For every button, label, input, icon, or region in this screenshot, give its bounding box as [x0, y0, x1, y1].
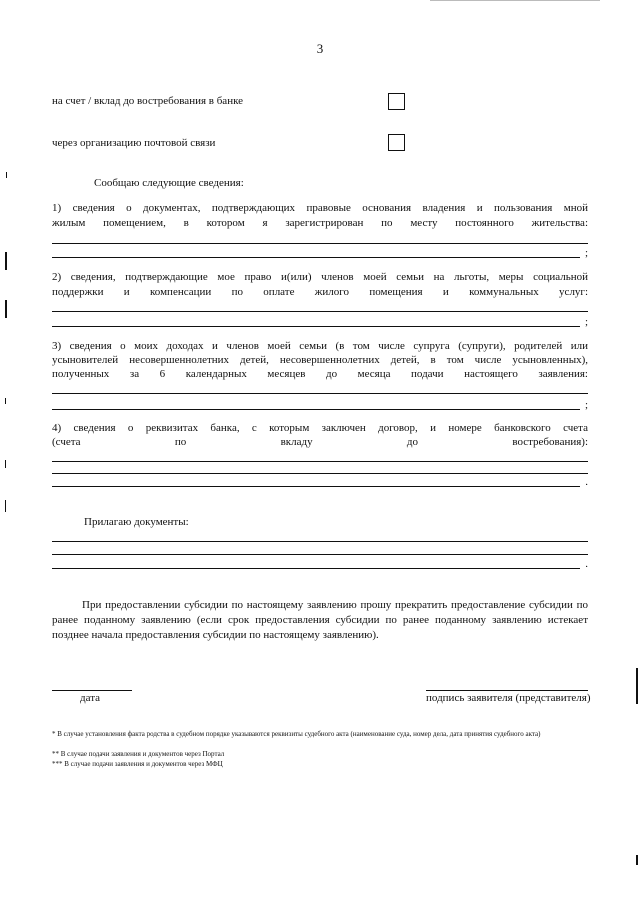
item-1-fill-line[interactable] [52, 243, 588, 244]
item-2-fill-line[interactable] [52, 311, 588, 312]
info-heading: Сообщаю следующие сведения: [94, 177, 244, 189]
item-4-fill-line[interactable] [52, 473, 588, 474]
scan-mark [5, 252, 7, 270]
footnote-3: *** В случае подачи заявления и документов через МФЦ [52, 760, 223, 768]
item-1-end-mark: ; [584, 247, 588, 259]
footnote-1: * В случае установления факта родства в судебном порядке указываются реквизиты судебного акта (наименование суда, номер дела, дата принятия судебного акта) [52, 730, 541, 738]
footnote-2: ** В случае подачи заявления и документов через Портал [52, 750, 225, 758]
item-3-line-2: усыновителей несовершеннолетних детей, несовершеннолетних детей, в том числе усыновленных), [52, 354, 588, 366]
item-1-line-2: жилым помещением, в котором я зарегистрирован по месту постоянного жительства: [52, 217, 588, 229]
item-2-end-mark: ; [584, 316, 588, 328]
item-3-fill-line[interactable] [52, 393, 588, 394]
item-4-fill-line[interactable] [52, 461, 588, 462]
scan-mark [636, 855, 638, 865]
scan-mark [5, 398, 6, 404]
item-1-fill-line-last[interactable] [52, 247, 588, 261]
scan-mark [636, 668, 638, 704]
item-4-end-mark: . [585, 476, 588, 488]
signature-line[interactable] [426, 690, 588, 691]
scan-mark [430, 0, 600, 1]
item-3-line-3: полученных за 6 календарных месяцев до месяца подачи настоящего заявления: [52, 368, 588, 380]
attach-fill-line-last[interactable] [52, 558, 588, 572]
termination-paragraph: При предоставлении субсидии по настоящему заявлению прошу прекратить предоставление субсидии по ранее поданному заявлению (если срок предоставления субсидии по ранее поданному заявлению истекает позднее начала предоставления субсидии по настоящему заявлению). [52, 599, 588, 641]
scan-mark [5, 300, 7, 318]
signature-label: подпись заявителя (представителя) [426, 692, 591, 704]
attach-heading: Прилагаю документы: [84, 516, 189, 528]
item-3-end-mark: ; [584, 399, 588, 411]
item-4-line-2: (счета по вкладу до востребования): [52, 436, 588, 448]
item-3-fill-line-last[interactable] [52, 399, 588, 413]
bank-account-checkbox[interactable] [388, 93, 405, 110]
date-label: дата [80, 692, 101, 704]
attach-end-mark: . [585, 558, 588, 570]
scan-mark [5, 500, 6, 512]
scan-mark [6, 172, 7, 178]
item-2-line-2: поддержки и компенсации по оплате жилого помещения и коммунальных услуг: [52, 286, 588, 298]
attach-fill-line[interactable] [52, 541, 588, 542]
item-1-line-1: 1) сведения о документах, подтверждающих правовые основания владения и пользования мной [52, 202, 588, 214]
item-3-line-1: 3) сведения о моих доходах и членов моей семьи (в том числе супруга (супруги), родителей или [52, 340, 588, 352]
item-2-fill-line-last[interactable] [52, 316, 588, 330]
attach-fill-line[interactable] [52, 554, 588, 555]
post-office-checkbox[interactable] [388, 134, 405, 151]
date-line[interactable] [52, 690, 132, 691]
option-bank-account-label: на счет / вклад до востребования в банке [52, 95, 244, 107]
item-4-fill-line-last[interactable] [52, 476, 588, 490]
item-2-line-1: 2) сведения, подтверждающие мое право и(или) членов моей семьи на льготы, меры социальной [52, 271, 588, 283]
page-number: 3 [316, 41, 324, 56]
scan-mark [5, 460, 6, 468]
option-post-office-label: через организацию почтовой связи [52, 137, 216, 149]
item-4-line-1: 4) сведения о реквизитах банка, с которым заключен договор, и номере банковского счета [52, 422, 588, 434]
